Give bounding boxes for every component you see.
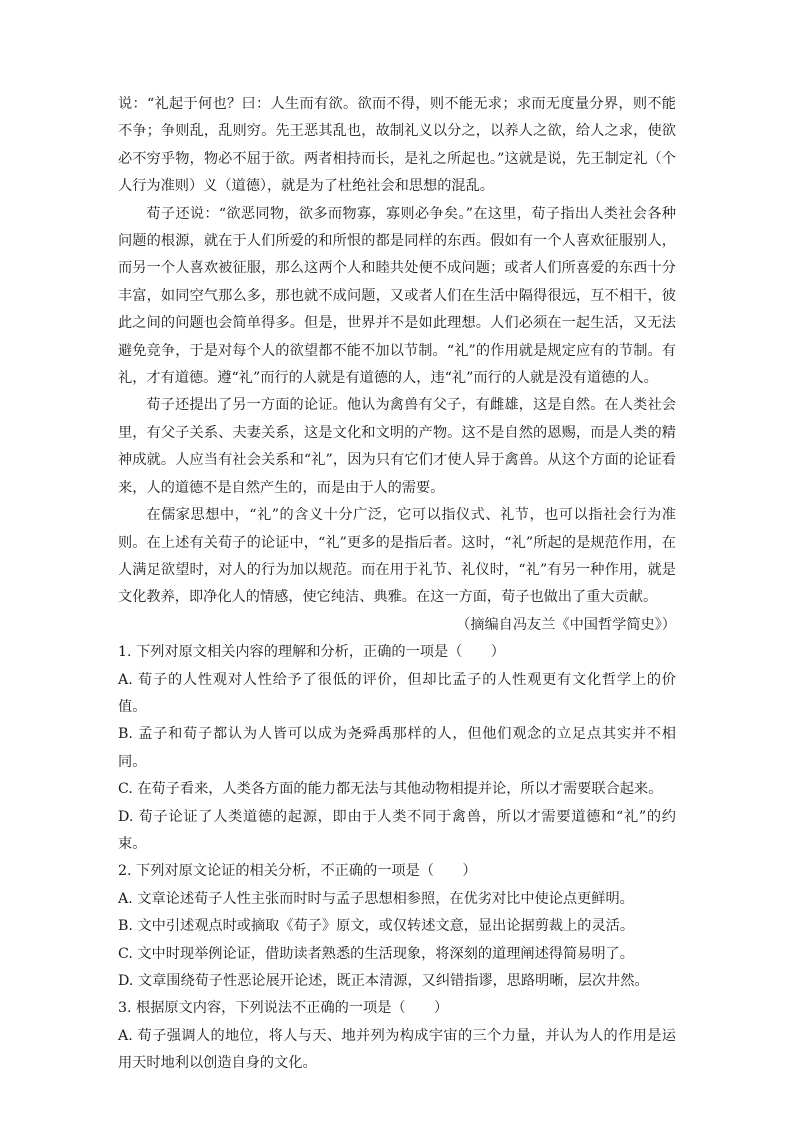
question-option: B. 文中引述观点时或摘取《荀子》原文，或仅转述文意，显出论据剪裁上的灵活。: [118, 918, 635, 935]
question-option: B. 孟子和荀子都认为人皆可以成为尧舜禹那样的人，但他们观念的立足点其实并不相同。: [118, 726, 676, 770]
passage-source: （摘编自冯友兰《中国哲学简史》）: [456, 616, 676, 633]
question-2: [118, 858, 676, 995]
question-option: A. 文章论述荀子人性主张而时时与孟子思想相参照，在优劣对比中使论点更鲜明。: [118, 890, 634, 907]
question-option: A. 荀子强调人的地位，将人与天、地并列为构成宇宙的三个力量，并认为人的作用是运用天时地利以创造自身的文化。: [118, 1027, 676, 1072]
question-option: D. 荀子论证了人类道德的起源，即由于人类不同于禽兽，所以才需要道德和“礼”的约束。: [118, 808, 676, 852]
question-option: C. 文中时现举例论证，借助读者熟悉的生活现象，将深刻的道理阐述得简易明了。: [118, 945, 634, 962]
question-1: [118, 639, 676, 858]
passage-paragraph: 在儒家思想中，“礼”的含义十分广泛，它可以指仪式、礼节，也可以指社会行为准则。在上述有关荀子的论证中，“礼”更多的是指后者。这时，“礼”所起的是规范作用，在人满足欲望时，对人的行为加以规范。而在用于礼节、礼仪时，“礼”有另一种作用，就是文化教养，即净化人的情感，使它纯洁、典雅。在这一方面，荀子也做出了重大贡献。: [118, 507, 676, 606]
passage-paragraph: 荀子还说：“欲恶同物，欲多而物寡，寡则必争矣。”在这里，荀子指出人类社会各种问题的根源，就在于人们所爱的和所恨的都是同样的东西。假如有一个人喜欢征服别人，而另一个人喜欢被征服，那么这两个人和睦共处便不成问题；或者人们所喜爱的东西十分丰富，如同空气那么多，那也就不成问题，又或者人们在生活中隔得很远，互不相干，彼此之间的问题也会简单得多。但是，世界并不是如此理想。人们必须在一起生活，又无法避免竞争，于是对每个人的欲望都不能不加以节制。“礼”的作用就是规定应有的节制。有礼，才有道德。遵“礼”而行的人就是有道德的人，违“礼”而行的人就是没有道德的人。: [118, 205, 676, 387]
question-option: A. 荀子的人性观对人性给予了很低的评价，但却比孟子的人性观更有文化哲学上的价值。: [118, 671, 676, 715]
question-stem: 3. 根据原文内容，下列说法不正确的一项是（ ）: [118, 1000, 449, 1017]
question-stem: 2. 下列对原文论证的相关分析，不正确的一项是（ ）: [118, 863, 477, 880]
passage-paragraph: 说：“礼起于何也？曰：人生而有欲。欲而不得，则不能无求；求而无度量分界，则不能不争；争则乱，乱则穷。先王恶其乱也，故制礼义以分之，以养人之欲，给人之求，使欲必不穷乎物，物必不屈于欲。两者相持而长，是礼之所起也。”这就是说，先王制定礼（个人行为准则）义（道德），就是为了杜绝社会和思想的混乱。: [118, 96, 676, 195]
question-option: D. 文章围绕荀子性恶论展开论述，既正本清源，又纠错指谬，思路明晰，层次井然。: [118, 973, 649, 989]
document-page: [118, 91, 676, 1078]
question-stem: 1. 下列对原文相关内容的理解和分析，正确的一项是（ ）: [118, 644, 505, 661]
question-option: C. 在荀子看来，人类各方面的能力都无法与其他动物相提并论，所以才需要联合起来。: [118, 781, 663, 798]
passage-paragraph: 荀子还提出了另一方面的论证。他认为禽兽有父子，有雌雄，这是自然。在人类社会里，有父子关系、夫妻关系，这是文化和文明的产物。这不是自然的恩赐，而是人类的精神成就。人应当有社会关系和“礼”，因为只有它们才使人异于禽兽。从这个方面的论证看来，人的道德不是自然产生的，而是由于人的需要。: [118, 397, 676, 496]
question-3: [118, 995, 676, 1077]
